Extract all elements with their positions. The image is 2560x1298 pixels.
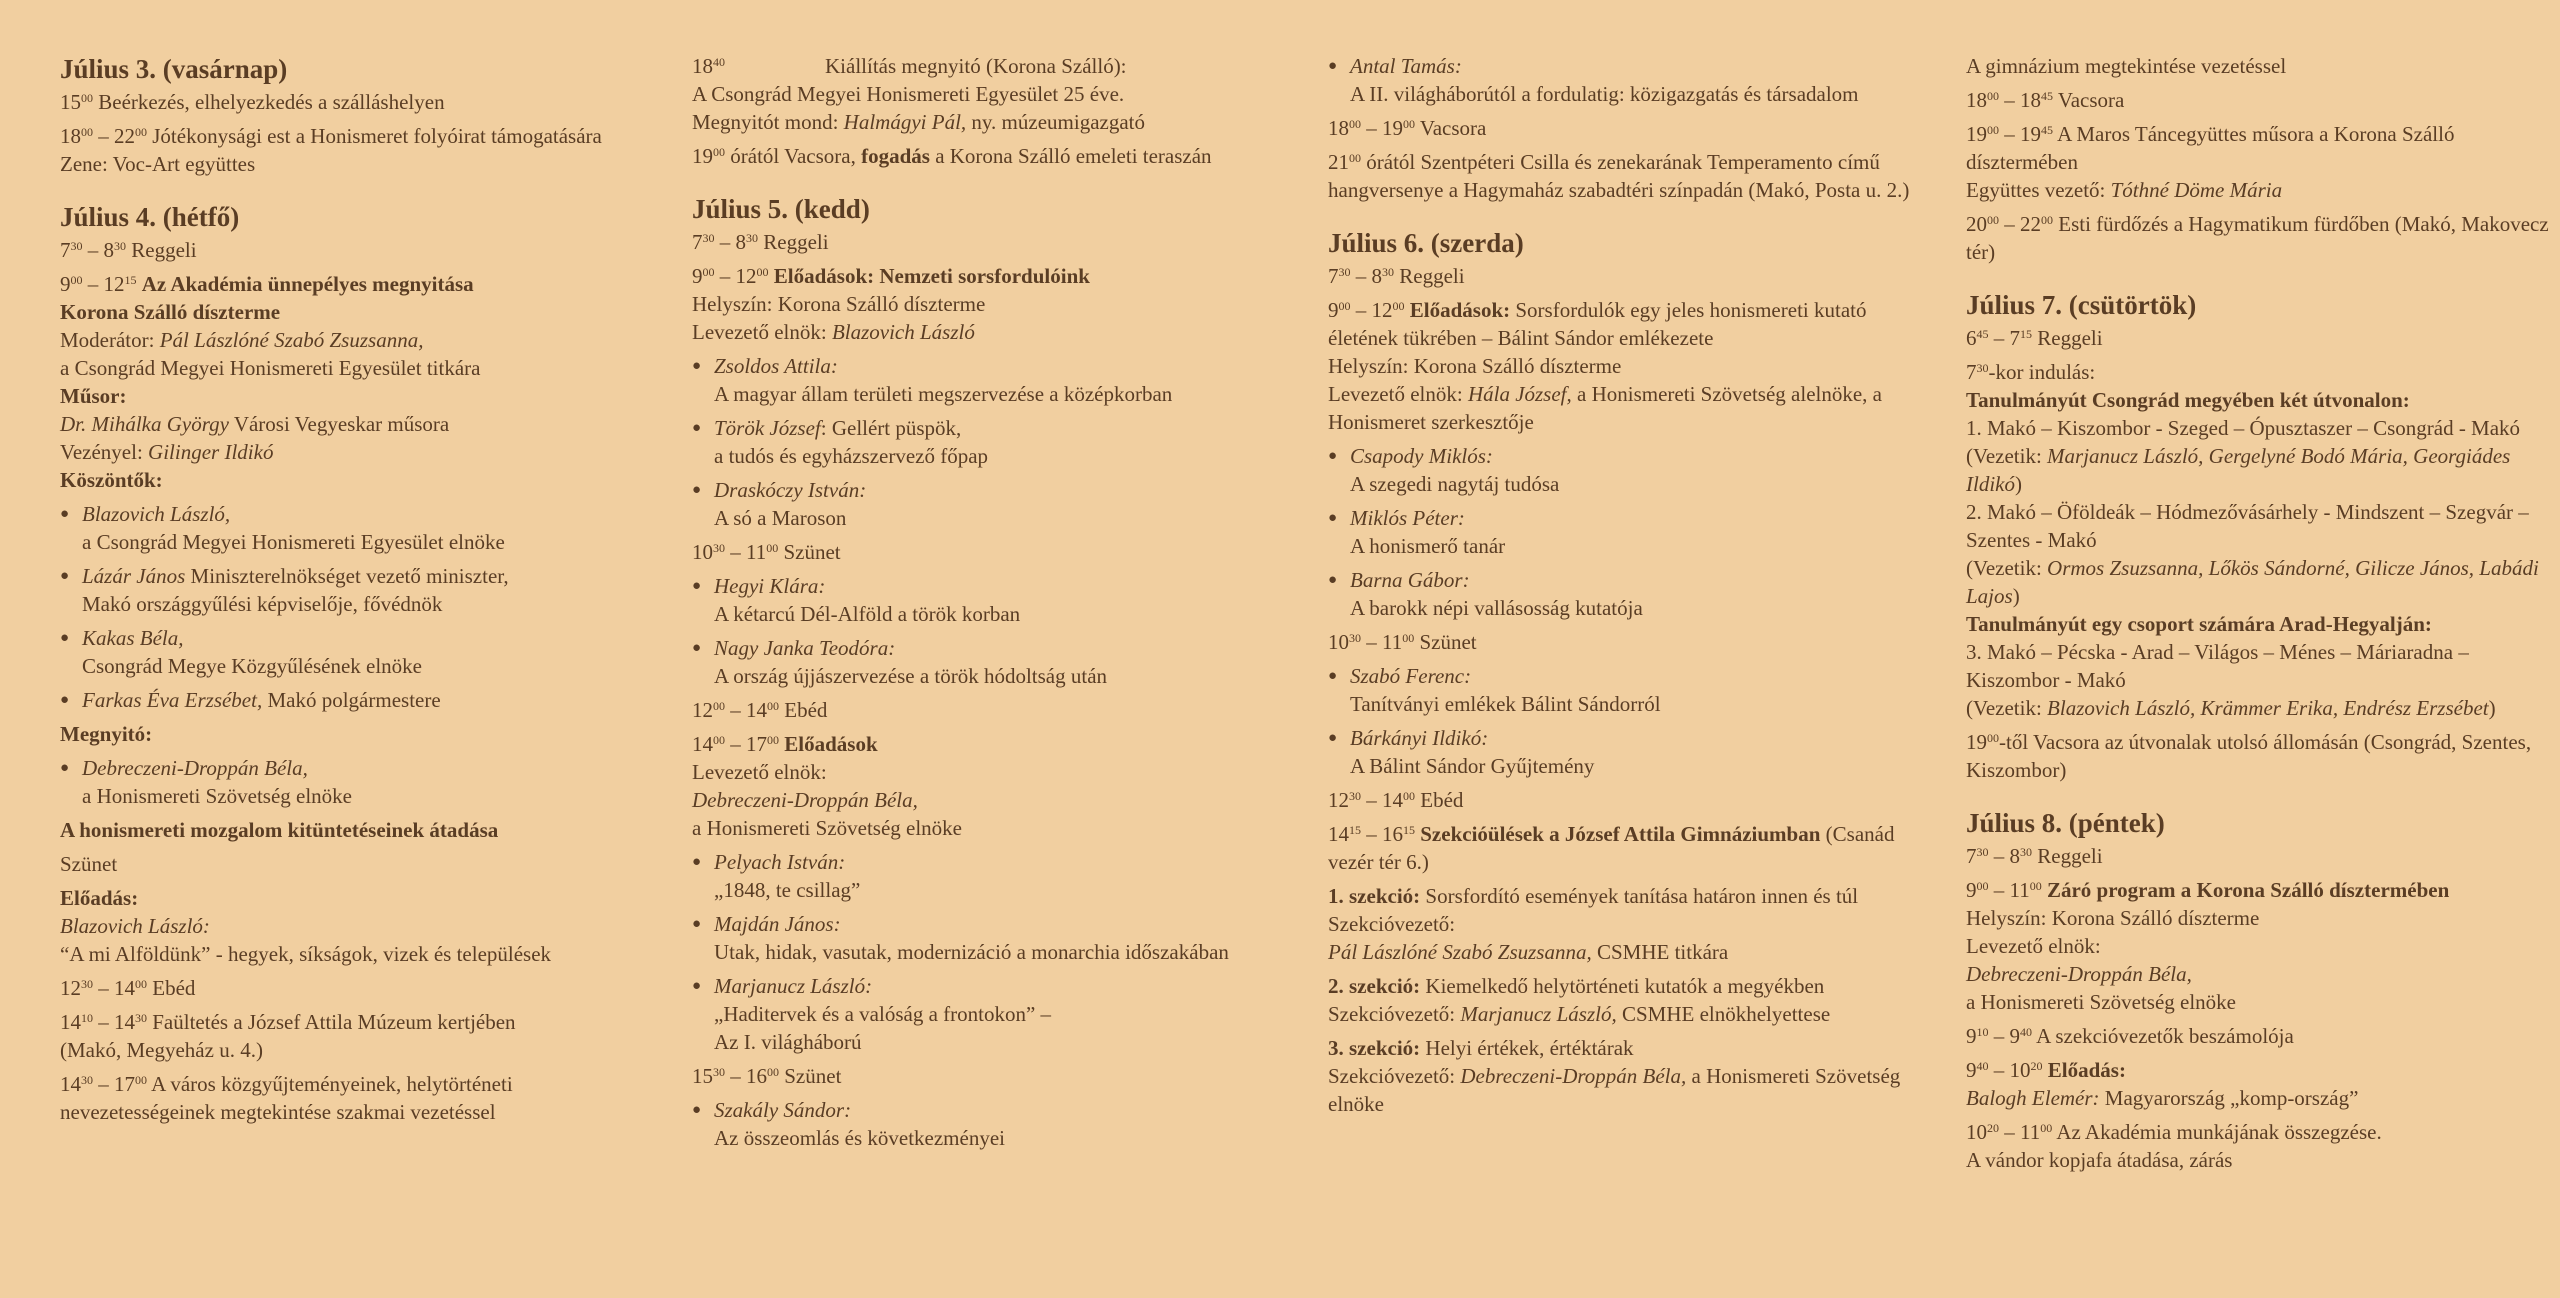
day-heading-july-8: Július 8. (péntek) [1966, 808, 2165, 838]
schedule-item: $21^{00}$ órától Szentpéteri Csilla és zenekarának Temperamento című hangversenye a Hagymaház szabadtéri színpadán (Makó, Posta u. 2.) [1328, 150, 1910, 202]
schedule-item: $18^{00} - 19^{00}$ Vacsora [1328, 116, 1487, 140]
schedule-item: $10^{30} - 11^{00}$ Szünet [1328, 630, 1477, 654]
list-item: ● Marjanucz László: „Haditervek és a valóság a frontokon” – Az I. világháború [692, 972, 1292, 1056]
list-item: ● Hegyi Klára: A kétarcú Dél-Alföld a török korban [692, 572, 1292, 628]
list-item: ● Szakály Sándor: Az összeomlás és következményei [692, 1096, 1292, 1152]
list-item: ● Török József: Gellért püspök, a tudós és egyházszervező főpap [692, 414, 1292, 470]
schedule-item: $9^{00} - 11^{00}$ Záró program a Korona Szálló dísztermében Helyszín: Korona Szálló díszterme Levezető elnök: Debreczeni-Droppán Béla, a Honismereti Szövetség elnöke [1966, 878, 2450, 1014]
schedule-item: $18^{40}$ Kiállítás megnyitó (Korona Szálló): A Csongrád Megyei Honismereti Egyesület 25 éve. Megnyitót mond: Halmágyi Pál, ny. múzeumigazgató [692, 54, 1145, 134]
list-item: ● Farkas Éva Erzsébet, Makó polgármestere [60, 686, 660, 714]
schedule-item: 1. szekció: Sorsfordító események tanítása határon innen és túl Szekcióvezető: Pál Lászlóné Szabó Zsuzsanna, CSMHE titkára [1328, 884, 1859, 964]
schedule-item: $10^{30} - 11^{00}$ Szünet [692, 540, 841, 564]
schedule-item: $14^{00} - 17^{00}$ Előadások Levezető elnök: Debreczeni-Droppán Béla, a Honismereti Szövetség elnöke [692, 732, 963, 840]
schedule-item: $12^{30} - 14^{00}$ Ebéd [60, 976, 196, 1000]
schedule-item: Előadás: Blazovich László: “A mi Alföldünk” - hegyek, síkságok, vizek és települések [60, 886, 552, 966]
schedule-item: $15^{00}$ Beérkezés, elhelyezkedés a szálláshelyen [60, 90, 445, 114]
schedule-item: $7^{30}$-kor indulás: Tanulmányút Csongrád megyében két útvonalon: 1. Makó – Kiszombor - Szeged – Ópusztaszer – Csongrád - Makó (Vezetik: Marjanucz László, Gergelyné Bodó Mária, Georgiádes Ildikó) 2. Makó – Öföldeák – Hódmezővásárhely - Mindszent – Szegvár – Szentes - Makó (Vezetik: Ormos Zsuzsanna, Lőkös Sándorné, Gilicze János, Labádi Lajos) Tanulmányút egy csoport számára Arad-Hegyalján: 3. Makó – Pécska - Arad – Világos – Ménes – Máriaradna – Kiszombor - Makó (Vezetik: Blazovich László, Krämmer Erika, Endrész Erzsébet) [1966, 360, 2539, 720]
schedule-item: $10^{20} - 11^{00}$ Az Akadémia munkájának összegzése. A vándor kopjafa átadása, zárás [1966, 1120, 2382, 1172]
list-item: ● Miklós Péter: A honismerő tanár [1328, 504, 1928, 560]
schedule-item: $12^{00} - 14^{00}$ Ebéd [692, 698, 828, 722]
schedule-item: $7^{30} - 8^{30}$ Reggeli [1966, 844, 2103, 868]
list-item: ● Kakas Béla, Csongrád Megye Közgyűlésének elnöke [60, 624, 660, 680]
schedule-item: $9^{00} - 12^{00}$ Előadások: Nemzeti sorsfordulóink Helyszín: Korona Szálló díszterme Levezető elnök: Blazovich László [692, 264, 1090, 344]
list-item: ● Szabó Ferenc: Tanítványi emlékek Bálint Sándorról [1328, 662, 1928, 718]
list-item: ● Antal Tamás: A II. világháborútól a fordulatig: közigazgatás és társadalom [1328, 52, 1928, 108]
schedule-item: $7^{30} - 8^{30}$ Reggeli [1328, 264, 1465, 288]
column-4 [1966, 52, 2560, 1180]
schedule-item: $15^{30} - 16^{00}$ Szünet [692, 1064, 842, 1088]
column-2 [692, 52, 1292, 1158]
column-1 [60, 52, 660, 1132]
schedule-item: $20^{00} - 22^{00}$ Esti fürdőzés a Hagymatikum fürdőben (Makó, Makovecz tér) [1966, 212, 2549, 264]
list-item: ● Zsoldos Attila: A magyar állam területi megszervezése a középkorban [692, 352, 1292, 408]
day-heading-july-3: Július 3. (vasárnap) [60, 54, 288, 84]
day-heading-july-6: Július 6. (szerda) [1328, 228, 1524, 258]
schedule-item: Szünet [60, 852, 118, 876]
section-label: Megnyitó: [60, 722, 153, 746]
schedule-item: $14^{10} - 14^{30}$ Faültetés a József Attila Múzeum kertjében (Makó, Megyeház u. 4.) [60, 1010, 516, 1062]
list-item: ● Majdán János: Utak, hidak, vasutak, modernizáció a monarchia időszakában [692, 910, 1292, 966]
schedule-item: $14^{30} - 17^{00}$ A város közgyűjteményeinek, helytörténeti nevezetességeinek megtekintése szakmai vezetéssel [60, 1072, 513, 1124]
day-heading-july-4: Július 4. (hétfő) [60, 202, 240, 232]
schedule-item: $7^{30} - 8^{30}$ Reggeli [60, 238, 197, 262]
schedule-item: $9^{40} - 10^{20}$ Előadás: Balogh Elemér: Magyarország „komp-ország” [1966, 1058, 2359, 1110]
list-item: ● Csapody Miklós: A szegedi nagytáj tudósa [1328, 442, 1928, 498]
schedule-item: $6^{45} - 7^{15}$ Reggeli [1966, 326, 2103, 350]
schedule-item: $18^{00} - 22^{00}$ Jótékonysági est a Honismeret folyóirat támogatására Zene: Voc-Art együttes [60, 124, 602, 176]
schedule-item: $9^{10} - 9^{40}$ A szekcióvezetők beszámolója [1966, 1024, 2294, 1048]
list-item: ● Nagy Janka Teodóra: A ország újjászervezése a török hódoltság után [692, 634, 1292, 690]
list-item: ● Barna Gábor: A barokk népi vallásosság kutatója [1328, 566, 1928, 622]
schedule-item: $19^{00}$-től Vacsora az útvonalak utolsó állomásán (Csongrád, Szentes, Kiszombor) [1966, 730, 2532, 782]
schedule-item: $7^{30} - 8^{30}$ Reggeli [692, 230, 829, 254]
column-3 [1328, 52, 1928, 1124]
schedule-item: A honismereti mozgalom kitüntetéseinek átadása [60, 818, 499, 842]
schedule-item: $14^{15} - 16^{15}$ Szekcióülések a József Attila Gimnáziumban (Csanád vezér tér 6.) [1328, 822, 1895, 874]
list-item: ● Blazovich László, a Csongrád Megyei Honismereti Egyesület elnöke [60, 500, 660, 556]
day-heading-july-7: Július 7. (csütörtök) [1966, 290, 2197, 320]
schedule-item: 2. szekció: Kiemelkedő helytörténeti kutatók a megyékben Szekcióvezető: Marjanucz László, CSMHE elnökhelyettese [1328, 974, 1831, 1026]
schedule-item: $9^{00} - 12^{15}$ Az Akadémia ünnepélyes megnyitása Korona Szálló díszterme Moderátor: Pál Lászlóné Szabó Zsuzsanna, a Csongrád Megyei Honismereti Egyesület titkára Műsor: Dr. Mihálka György Városi Vegyeskar műsora Vezényel: Gilinger Ildikó Köszöntők: [60, 272, 481, 492]
list-item: ● Pelyach István: „1848, te csillag” [692, 848, 1292, 904]
list-item: ● Draskóczy István: A só a Maroson [692, 476, 1292, 532]
list-item: ● Debreczeni-Droppán Béla, a Honismereti Szövetség elnöke [60, 754, 660, 810]
schedule-item: $18^{00} - 18^{45}$ Vacsora [1966, 88, 2125, 112]
schedule-item: $12^{30} - 14^{00}$ Ebéd [1328, 788, 1464, 812]
schedule-item: $9^{00} - 12^{00}$ Előadások: Sorsfordulók egy jeles honismereti kutató életének tükrében – Bálint Sándor emlékezete Helyszín: Korona Szálló díszterme Levezető elnök: Hála József, a Honismereti Szövetség alelnöke, a Honismeret szerkesztője [1328, 298, 1882, 434]
day-heading-july-5: Július 5. (kedd) [692, 194, 870, 224]
schedule-item: 3. szekció: Helyi értékek, értéktárak Szekcióvezető: Debreczeni-Droppán Béla, a Honismereti Szövetség elnöke [1328, 1036, 1901, 1116]
list-item: ● Lázár János Miniszterelnökséget vezető miniszter, Makó országgyűlési képviselője, fővédnök [60, 562, 660, 618]
list-item: ● Bárkányi Ildikó: A Bálint Sándor Gyűjtemény [1328, 724, 1928, 780]
schedule-item: A gimnázium megtekintése vezetéssel [1966, 54, 2287, 78]
schedule-item: $19^{00}$ órától Vacsora, fogadás a Korona Szálló emeleti teraszán [692, 144, 1212, 168]
schedule-item: $19^{00} - 19^{45}$ A Maros Táncegyüttes műsora a Korona Szálló dísztermében Együttes vezető: Tóthné Döme Mária [1966, 122, 2455, 202]
